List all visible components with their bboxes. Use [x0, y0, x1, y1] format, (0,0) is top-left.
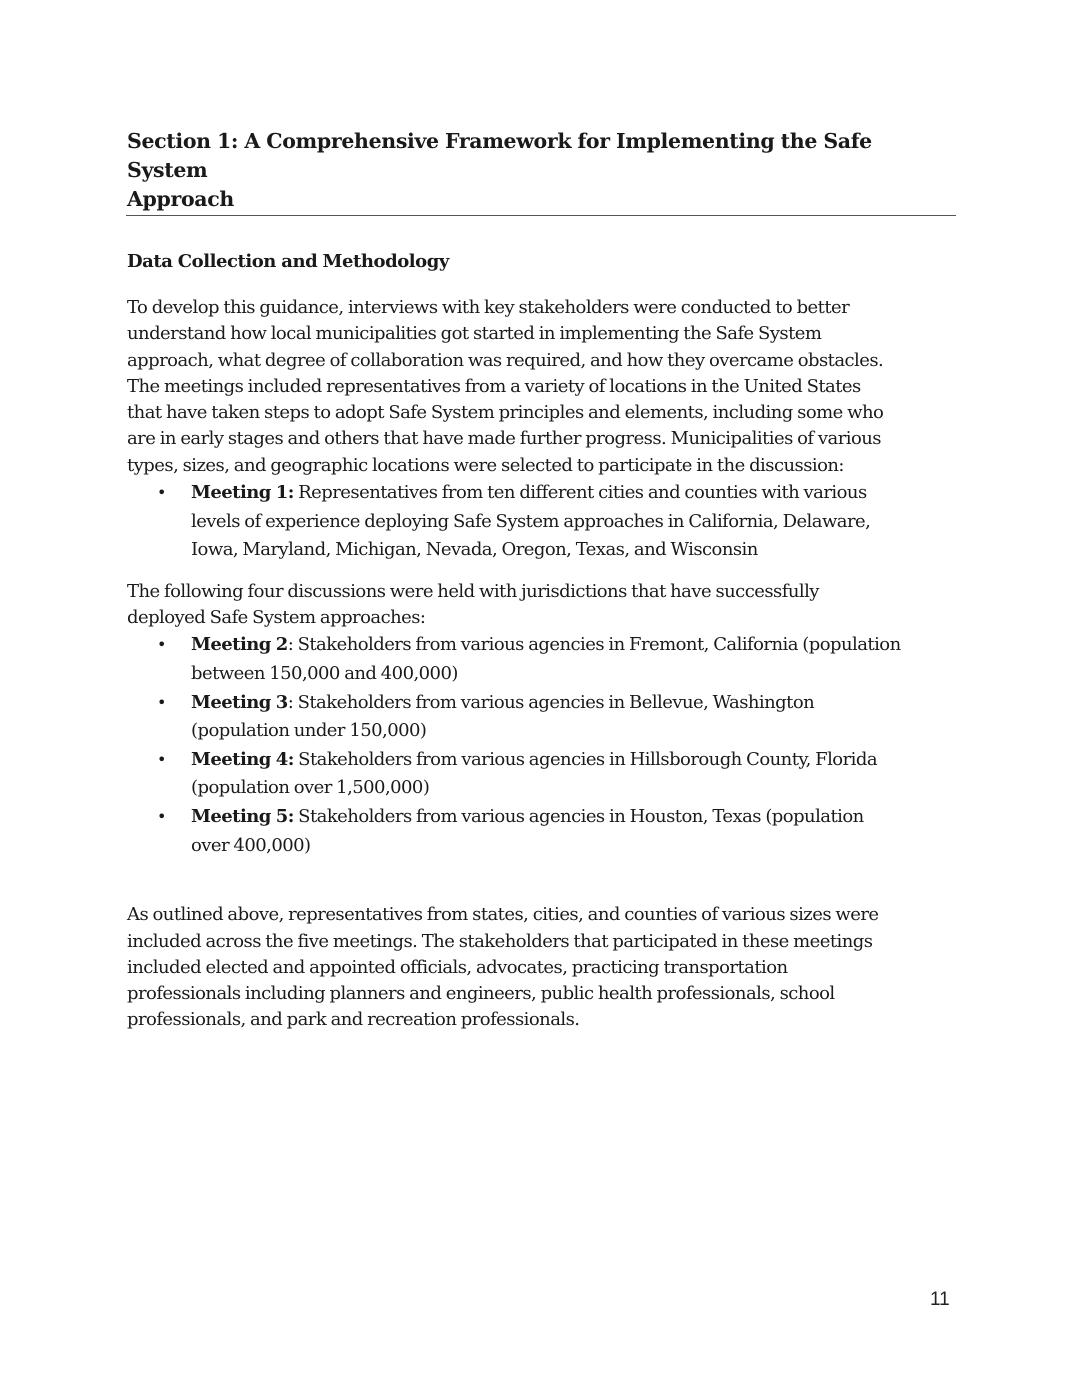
meeting-text: Representatives from ten different cities and counties with various [293, 482, 867, 504]
meeting-text: Stakeholders from various agencies in Houston, Texas (population [293, 806, 864, 828]
meeting-text: levels of experience deploying Safe System approaches in California, Delaware, [191, 510, 871, 532]
section-title [127, 127, 957, 215]
paragraph-line: deployed Safe System approaches: [127, 607, 426, 629]
list-item-meeting-3 [127, 689, 957, 746]
paragraph-line: The meetings included representatives from a variety of locations in the United States [127, 375, 861, 397]
transition-paragraph [127, 579, 957, 632]
meeting-text: Iowa, Maryland, Michigan, Nevada, Oregon, Texas, and Wisconsin [191, 539, 758, 561]
document-page [127, 127, 957, 1034]
meeting-list-2 [127, 631, 957, 860]
subheading-data-collection: Data Collection and Methodology [127, 251, 449, 272]
meeting-label: Meeting 5: [191, 806, 294, 828]
meeting-list-1 [127, 479, 957, 565]
meeting-text: : Stakeholders from various agencies in Bellevue, Washington [287, 691, 815, 713]
paragraph-line: included across the five meetings. The stakeholders that participated in these meetings [127, 930, 873, 952]
meeting-text: (population under 150,000) [191, 720, 427, 742]
bullet-icon: • [157, 483, 166, 503]
paragraph-line: are in early stages and others that have made further progress. Municipalities of various [127, 428, 881, 450]
closing-paragraph [127, 902, 957, 1033]
list-item-meeting-5 [127, 803, 957, 860]
meeting-label: Meeting 2 [191, 634, 288, 656]
paragraph-line: To develop this guidance, interviews with key stakeholders were conducted to better [127, 297, 850, 318]
meeting-text: over 400,000) [191, 834, 311, 856]
section-title-line-2: Approach [127, 187, 234, 211]
paragraph-line: understand how local municipalities got started in implementing the Safe System [127, 323, 822, 345]
bullet-icon: • [157, 749, 166, 769]
meeting-label: Meeting 4: [191, 748, 294, 770]
paragraph-line: The following four discussions were held with jurisdictions that have successfully [127, 580, 819, 602]
meeting-label: Meeting 3 [191, 691, 288, 713]
paragraph-line: approach, what degree of collaboration was required, and how they overcame obstacles. [127, 349, 884, 371]
meeting-text: between 150,000 and 400,000) [191, 663, 458, 685]
bullet-icon: • [157, 635, 166, 655]
page-number: 11 [930, 1289, 950, 1310]
list-item-meeting-4 [127, 746, 957, 803]
meeting-text: Stakeholders from various agencies in Hillsborough County, Florida [293, 748, 877, 770]
paragraph-line: included elected and appointed officials, advocates, practicing transportation [127, 956, 788, 978]
paragraph-line: As outlined above, representatives from states, cities, and counties of various sizes were [127, 904, 879, 926]
intro-paragraph [127, 295, 957, 479]
bullet-icon: • [157, 807, 166, 827]
paragraph-line: professionals, and park and recreation professionals. [127, 1009, 580, 1031]
section-title-line-1: Section 1: A Comprehensive Framework for Implementing the Safe System [127, 129, 872, 182]
bullet-icon: • [157, 692, 166, 712]
meeting-text: (population over 1,500,000) [191, 777, 430, 799]
meeting-label: Meeting 1: [191, 482, 294, 504]
list-item-meeting-1 [127, 479, 957, 565]
paragraph-line: types, sizes, and geographic locations were selected to participate in the discussion: [127, 454, 844, 476]
list-item-meeting-2 [127, 631, 957, 688]
paragraph-line: that have taken steps to adopt Safe System principles and elements, including some who [127, 402, 884, 424]
meeting-text: : Stakeholders from various agencies in Fremont, California (population [287, 634, 901, 656]
section-title-underline [126, 215, 956, 216]
paragraph-line: professionals including planners and engineers, public health professionals, school [127, 983, 835, 1005]
